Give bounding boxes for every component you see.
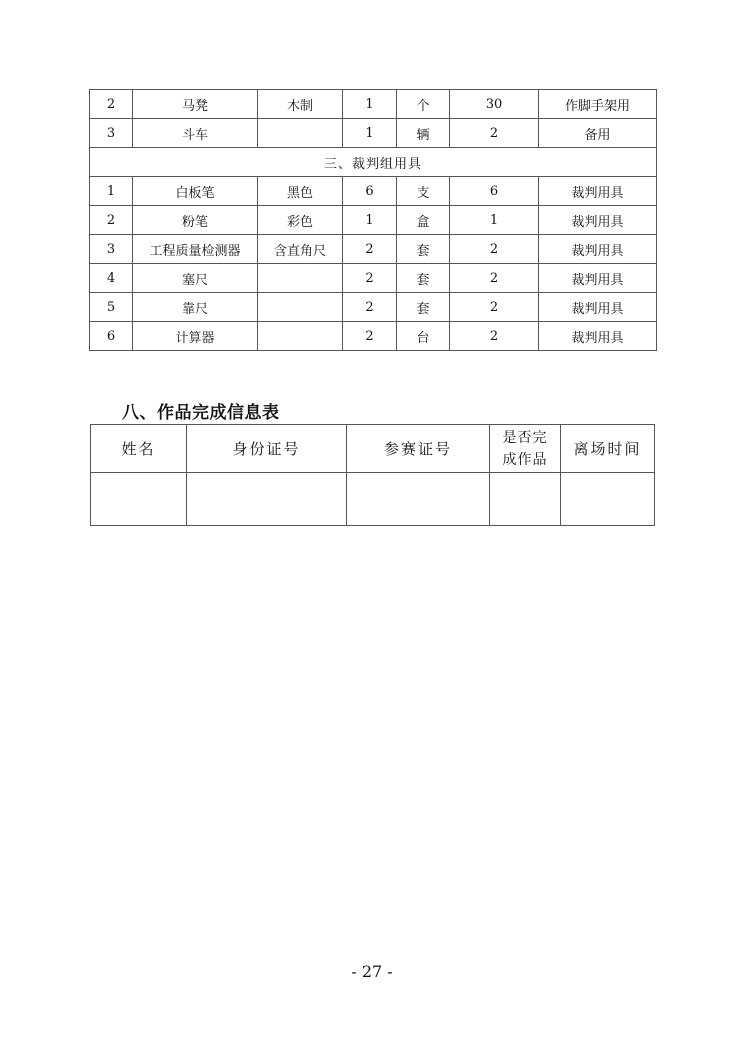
cell-no: 1 bbox=[90, 177, 133, 206]
cell-note: 备用 bbox=[539, 119, 657, 148]
cell-note: 裁判用具 bbox=[539, 177, 657, 206]
cell-unit: 套 bbox=[397, 264, 450, 293]
cell-leave-time-blank bbox=[561, 473, 655, 526]
table-header-row bbox=[91, 425, 655, 473]
cell-name: 粉笔 bbox=[133, 206, 258, 235]
cell-total: 2 bbox=[450, 322, 539, 351]
cell-total: 6 bbox=[450, 177, 539, 206]
cell-qty: 2 bbox=[343, 293, 397, 322]
cell-name-blank bbox=[91, 473, 187, 526]
cell-spec bbox=[258, 322, 343, 351]
cell-total: 2 bbox=[450, 264, 539, 293]
header-name: 姓名 bbox=[91, 425, 187, 473]
cell-spec: 彩色 bbox=[258, 206, 343, 235]
cell-no: 4 bbox=[90, 264, 133, 293]
header-id-number: 身份证号 bbox=[187, 425, 347, 473]
cell-note: 裁判用具 bbox=[539, 264, 657, 293]
cell-name: 塞尺 bbox=[133, 264, 258, 293]
section-row bbox=[90, 148, 657, 177]
cell-spec bbox=[258, 264, 343, 293]
table-row bbox=[90, 90, 657, 119]
cell-id-number-blank bbox=[187, 473, 347, 526]
cell-spec: 含直角尺 bbox=[258, 235, 343, 264]
cell-name: 斗车 bbox=[133, 119, 258, 148]
cell-qty: 2 bbox=[343, 264, 397, 293]
table-row bbox=[90, 264, 657, 293]
table-row bbox=[90, 293, 657, 322]
cell-unit: 个 bbox=[397, 90, 450, 119]
cell-name: 白板笔 bbox=[133, 177, 258, 206]
cell-spec: 黑色 bbox=[258, 177, 343, 206]
header-leave-time: 离场时间 bbox=[561, 425, 655, 473]
cell-note: 裁判用具 bbox=[539, 293, 657, 322]
equipment-table bbox=[89, 89, 657, 351]
table-row bbox=[90, 206, 657, 235]
cell-spec: 木制 bbox=[258, 90, 343, 119]
cell-note: 作脚手架用 bbox=[539, 90, 657, 119]
cell-no: 2 bbox=[90, 206, 133, 235]
cell-no: 3 bbox=[90, 119, 133, 148]
table-row bbox=[90, 119, 657, 148]
cell-spec bbox=[258, 293, 343, 322]
cell-qty: 6 bbox=[343, 177, 397, 206]
cell-note: 裁判用具 bbox=[539, 322, 657, 351]
cell-unit: 支 bbox=[397, 177, 450, 206]
section-title: 三、裁判组用具 bbox=[90, 148, 657, 177]
cell-name: 马凳 bbox=[133, 90, 258, 119]
header-completed-line2: 成作品 bbox=[502, 451, 548, 468]
table-row bbox=[90, 322, 657, 351]
cell-no: 5 bbox=[90, 293, 133, 322]
cell-unit: 盒 bbox=[397, 206, 450, 235]
table-row bbox=[90, 177, 657, 206]
header-completed-line1: 是否完 bbox=[502, 429, 548, 446]
cell-total: 30 bbox=[450, 90, 539, 119]
header-completed bbox=[490, 425, 561, 473]
cell-qty: 1 bbox=[343, 90, 397, 119]
info-section-heading: 八、作品完成信息表 bbox=[122, 403, 280, 423]
cell-name: 工程质量检测器 bbox=[133, 235, 258, 264]
cell-completed-blank bbox=[490, 473, 561, 526]
page-number: - 27 - bbox=[351, 962, 393, 981]
cell-qty: 1 bbox=[343, 206, 397, 235]
cell-qty: 1 bbox=[343, 119, 397, 148]
cell-total: 1 bbox=[450, 206, 539, 235]
cell-no: 3 bbox=[90, 235, 133, 264]
cell-unit: 辆 bbox=[397, 119, 450, 148]
table-row bbox=[91, 473, 655, 526]
cell-qty: 2 bbox=[343, 322, 397, 351]
cell-unit: 台 bbox=[397, 322, 450, 351]
completion-info-table bbox=[90, 424, 655, 526]
cell-unit: 套 bbox=[397, 235, 450, 264]
cell-total: 2 bbox=[450, 235, 539, 264]
cell-note: 裁判用具 bbox=[539, 235, 657, 264]
cell-name: 靠尺 bbox=[133, 293, 258, 322]
cell-no: 6 bbox=[90, 322, 133, 351]
table-row bbox=[90, 235, 657, 264]
cell-no: 2 bbox=[90, 90, 133, 119]
header-entry-number: 参赛证号 bbox=[347, 425, 490, 473]
cell-entry-number-blank bbox=[347, 473, 490, 526]
cell-total: 2 bbox=[450, 293, 539, 322]
cell-note: 裁判用具 bbox=[539, 206, 657, 235]
cell-name: 计算器 bbox=[133, 322, 258, 351]
cell-unit: 套 bbox=[397, 293, 450, 322]
cell-spec bbox=[258, 119, 343, 148]
cell-total: 2 bbox=[450, 119, 539, 148]
cell-qty: 2 bbox=[343, 235, 397, 264]
